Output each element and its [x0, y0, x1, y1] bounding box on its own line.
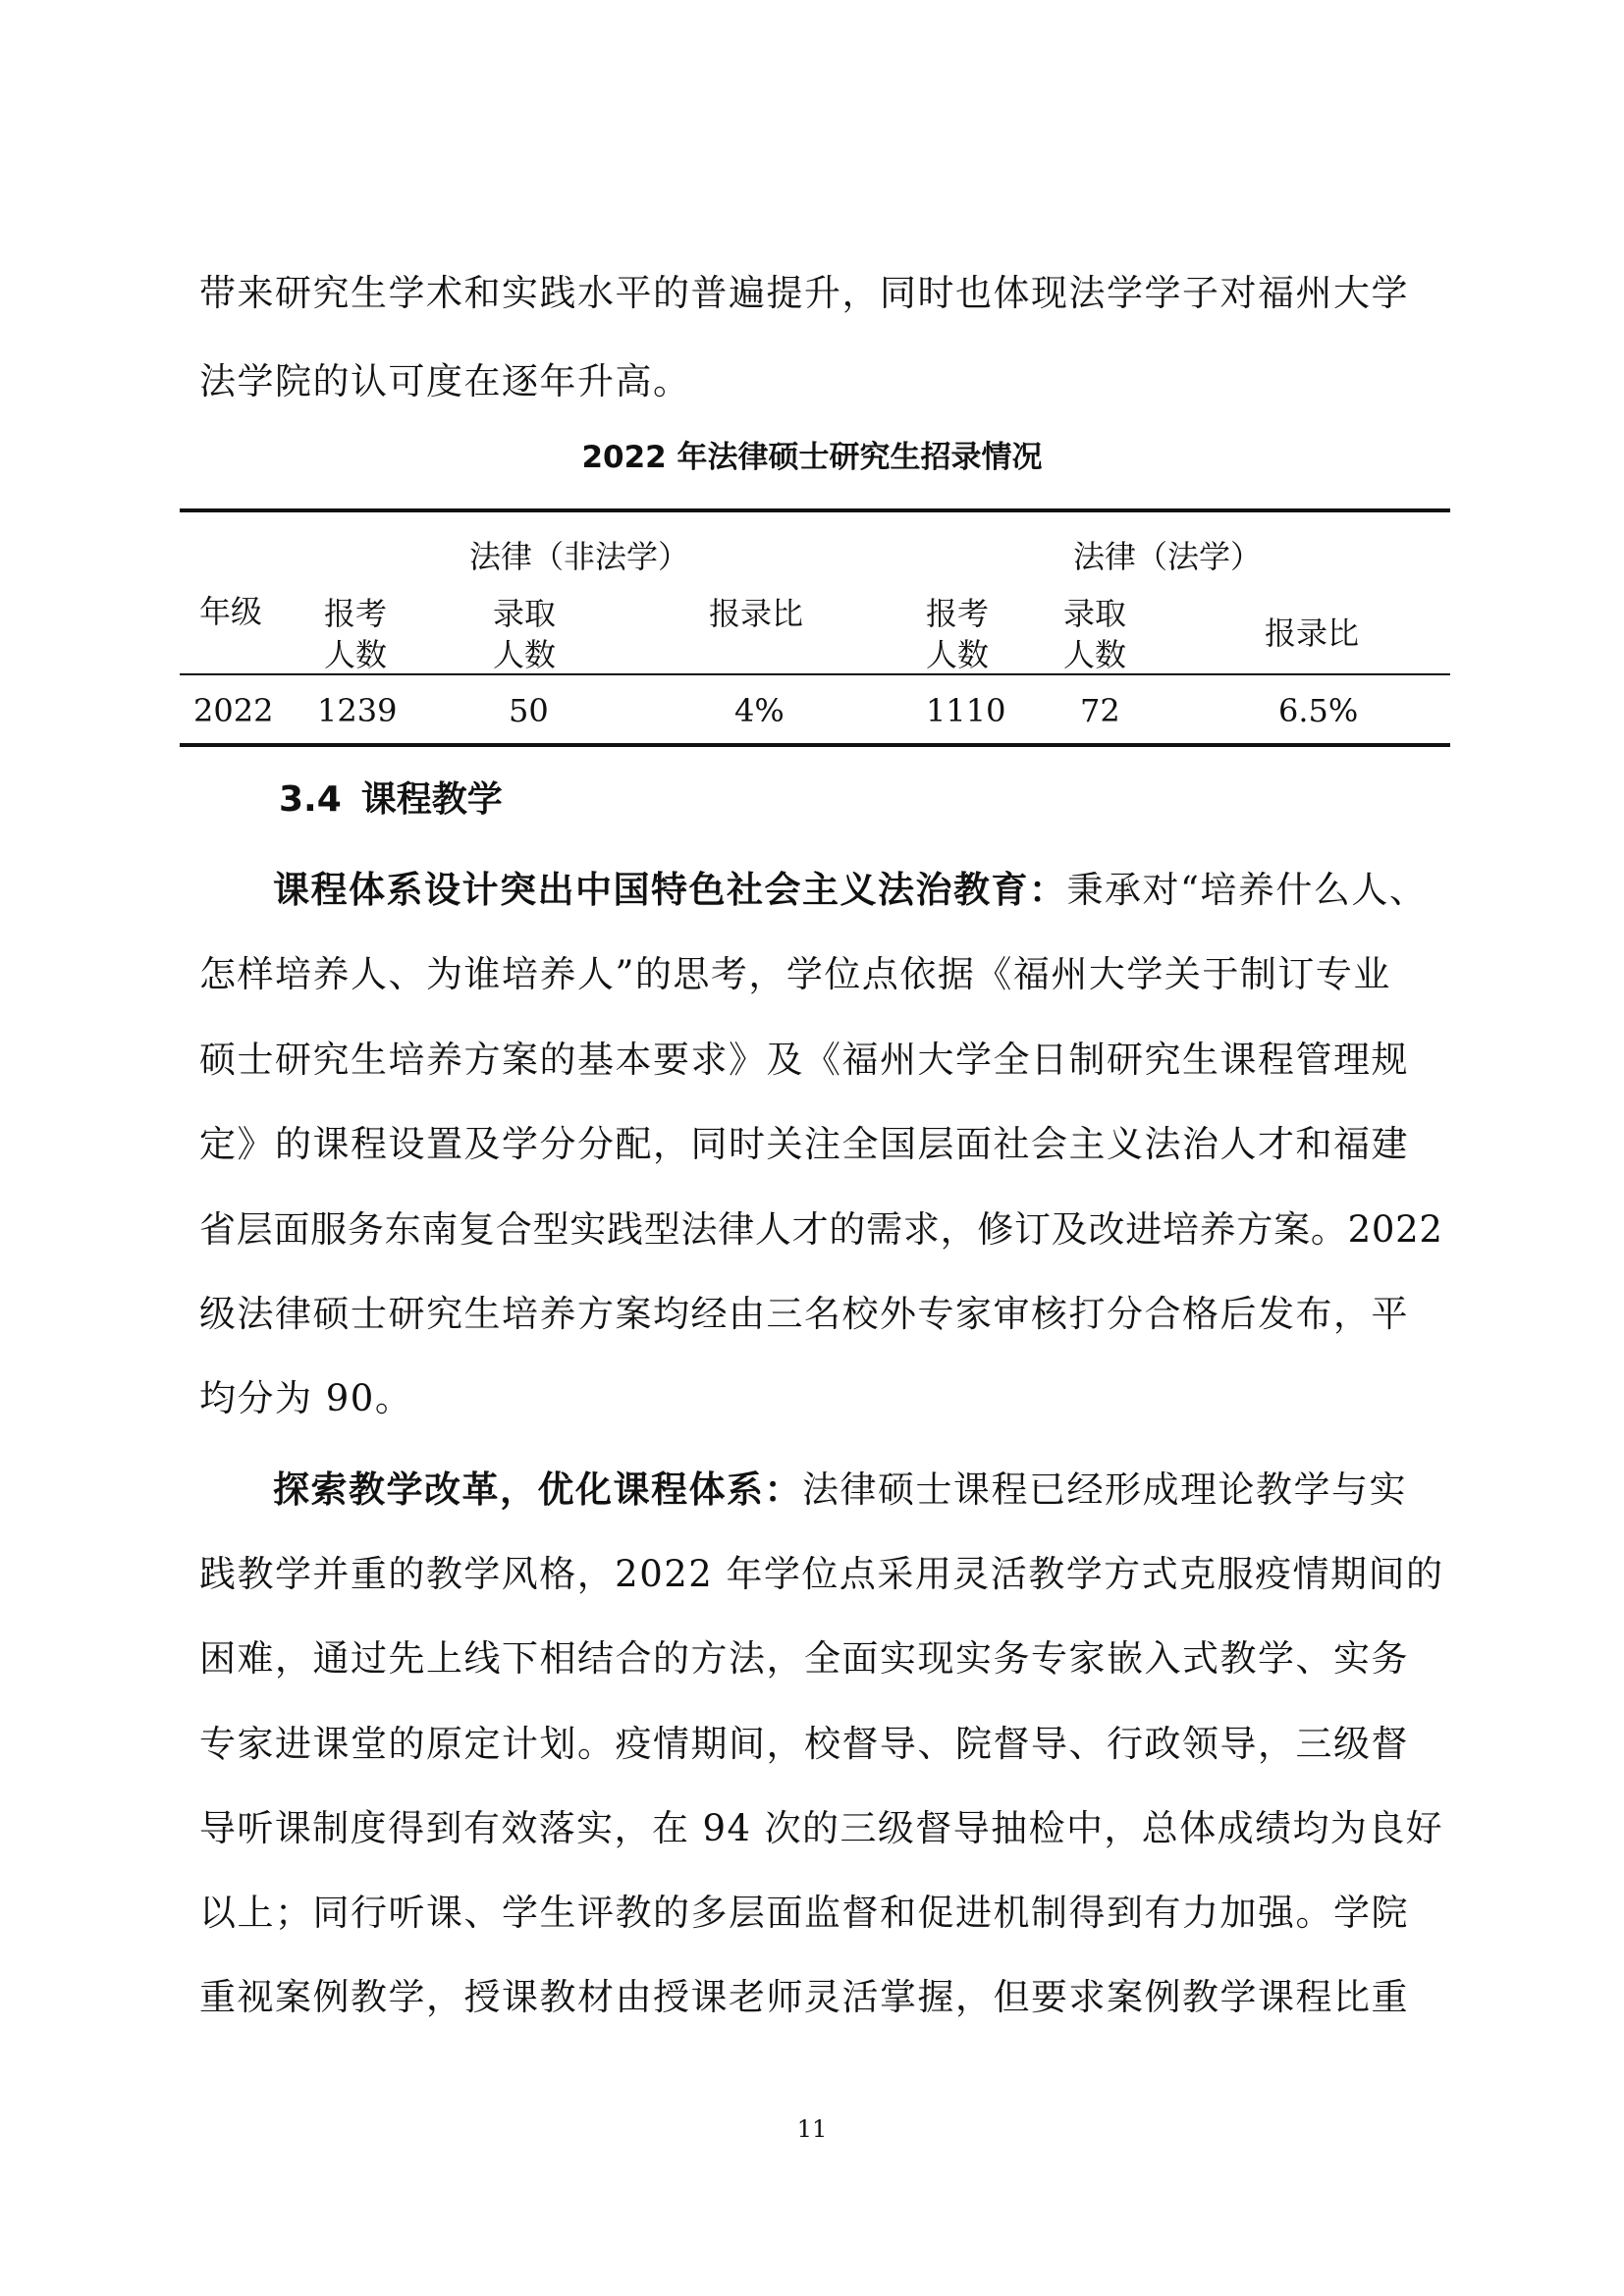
- section-title: 课程教学: [360, 779, 503, 820]
- section-heading: [279, 772, 522, 822]
- p2-line-1: [273, 1460, 1407, 1513]
- col-header-nonlaw-ratio: 报录比: [709, 595, 804, 632]
- table-caption: 2022 年法律硕士研究生招录情况: [581, 440, 1043, 475]
- intro-line-2: 法学院的认可度在逐年升高。: [199, 360, 691, 402]
- cell-law-ratio: 6.5%: [1278, 692, 1359, 729]
- cell-nonlaw-apply: 1239: [317, 692, 398, 729]
- table-top-rule: [180, 508, 1450, 512]
- p1-line-2: 怎样培养人、为谁培养人”的思考，学位点依据《福州大学关于制订专业: [199, 953, 1391, 995]
- page-number: 11: [796, 2115, 828, 2143]
- p2-line-3: 困难，通过先上线下相结合的方法，全面实现实务专家嵌入式教学、实务: [199, 1637, 1409, 1680]
- col-header-nonlaw-apply-1: 报考: [324, 595, 388, 632]
- p2-line-6: 以上；同行听课、学生评教的多层面监督和促进机制得到有力加强。学院: [199, 1892, 1409, 1934]
- cell-law-admit: 72: [1080, 692, 1120, 729]
- table-bottom-rule: [180, 743, 1450, 747]
- section-number: 3.4: [279, 779, 342, 820]
- intro-line-1: 带来研究生学术和实践水平的普遍提升，同时也体现法学学子对福州大学: [199, 272, 1409, 314]
- group-header-law: 法律（法学）: [1073, 538, 1263, 575]
- col-header-law-apply-1: 报考: [926, 595, 990, 632]
- p1-line-3: 硕士研究生培养方案的基本要求》及《福州大学全日制研究生课程管理规: [199, 1039, 1409, 1081]
- p2-line-5: 导听课制度得到有效落实，在 94 次的三级督导抽检中，总体成绩均为良好: [199, 1807, 1444, 1849]
- p1-lead: 课程体系设计突出中国特色社会主义法治教育：: [273, 869, 1067, 911]
- cell-law-apply: 1110: [926, 692, 1006, 729]
- table-header-rule: [180, 673, 1450, 675]
- group-header-nonlaw: 法律（非法学）: [469, 538, 690, 575]
- p1-line-1-rest: 秉承对“培养什么人、: [1066, 869, 1428, 911]
- p1-line-5: 省层面服务东南复合型实践型法律人才的需求，修订及改进培养方案。2022: [199, 1208, 1443, 1251]
- col-header-law-apply-2: 人数: [926, 636, 990, 673]
- p2-line-1-rest: 法律硕士课程已经形成理论教学与实: [802, 1468, 1407, 1511]
- col-header-nonlaw-admit-1: 录取: [493, 595, 557, 632]
- col-header-law-admit-2: 人数: [1063, 636, 1127, 673]
- p1-line-1: [273, 860, 1427, 913]
- p2-line-2: 践教学并重的教学风格，2022 年学位点采用灵活教学方式克服疫情期间的: [199, 1553, 1444, 1595]
- p2-line-4: 专家进课堂的原定计划。疫情期间，校督导、院督导、行政领导，三级督: [199, 1723, 1409, 1765]
- cell-nonlaw-admit: 50: [509, 692, 549, 729]
- p2-lead: 探索教学改革，优化课程体系：: [273, 1468, 802, 1511]
- cell-nonlaw-ratio: 4%: [734, 692, 785, 729]
- col-header-law-ratio: 报录比: [1265, 614, 1360, 652]
- col-header-law-admit-1: 录取: [1063, 595, 1127, 632]
- col-header-nonlaw-admit-2: 人数: [493, 636, 557, 673]
- col-header-nonlaw-apply-2: 人数: [324, 636, 388, 673]
- p1-line-7: 均分为 90。: [199, 1377, 413, 1419]
- p1-line-4: 定》的课程设置及学分分配，同时关注全国层面社会主义法治人才和福建: [199, 1123, 1409, 1165]
- p1-line-6: 级法律硕士研究生培养方案均经由三名校外专家审核打分合格后发布，平: [199, 1293, 1409, 1335]
- p2-line-7: 重视案例教学，授课教材由授课老师灵活掌握，但要求案例教学课程比重: [199, 1976, 1409, 2018]
- col-header-year: 年级: [199, 593, 263, 630]
- cell-year: 2022: [193, 692, 274, 729]
